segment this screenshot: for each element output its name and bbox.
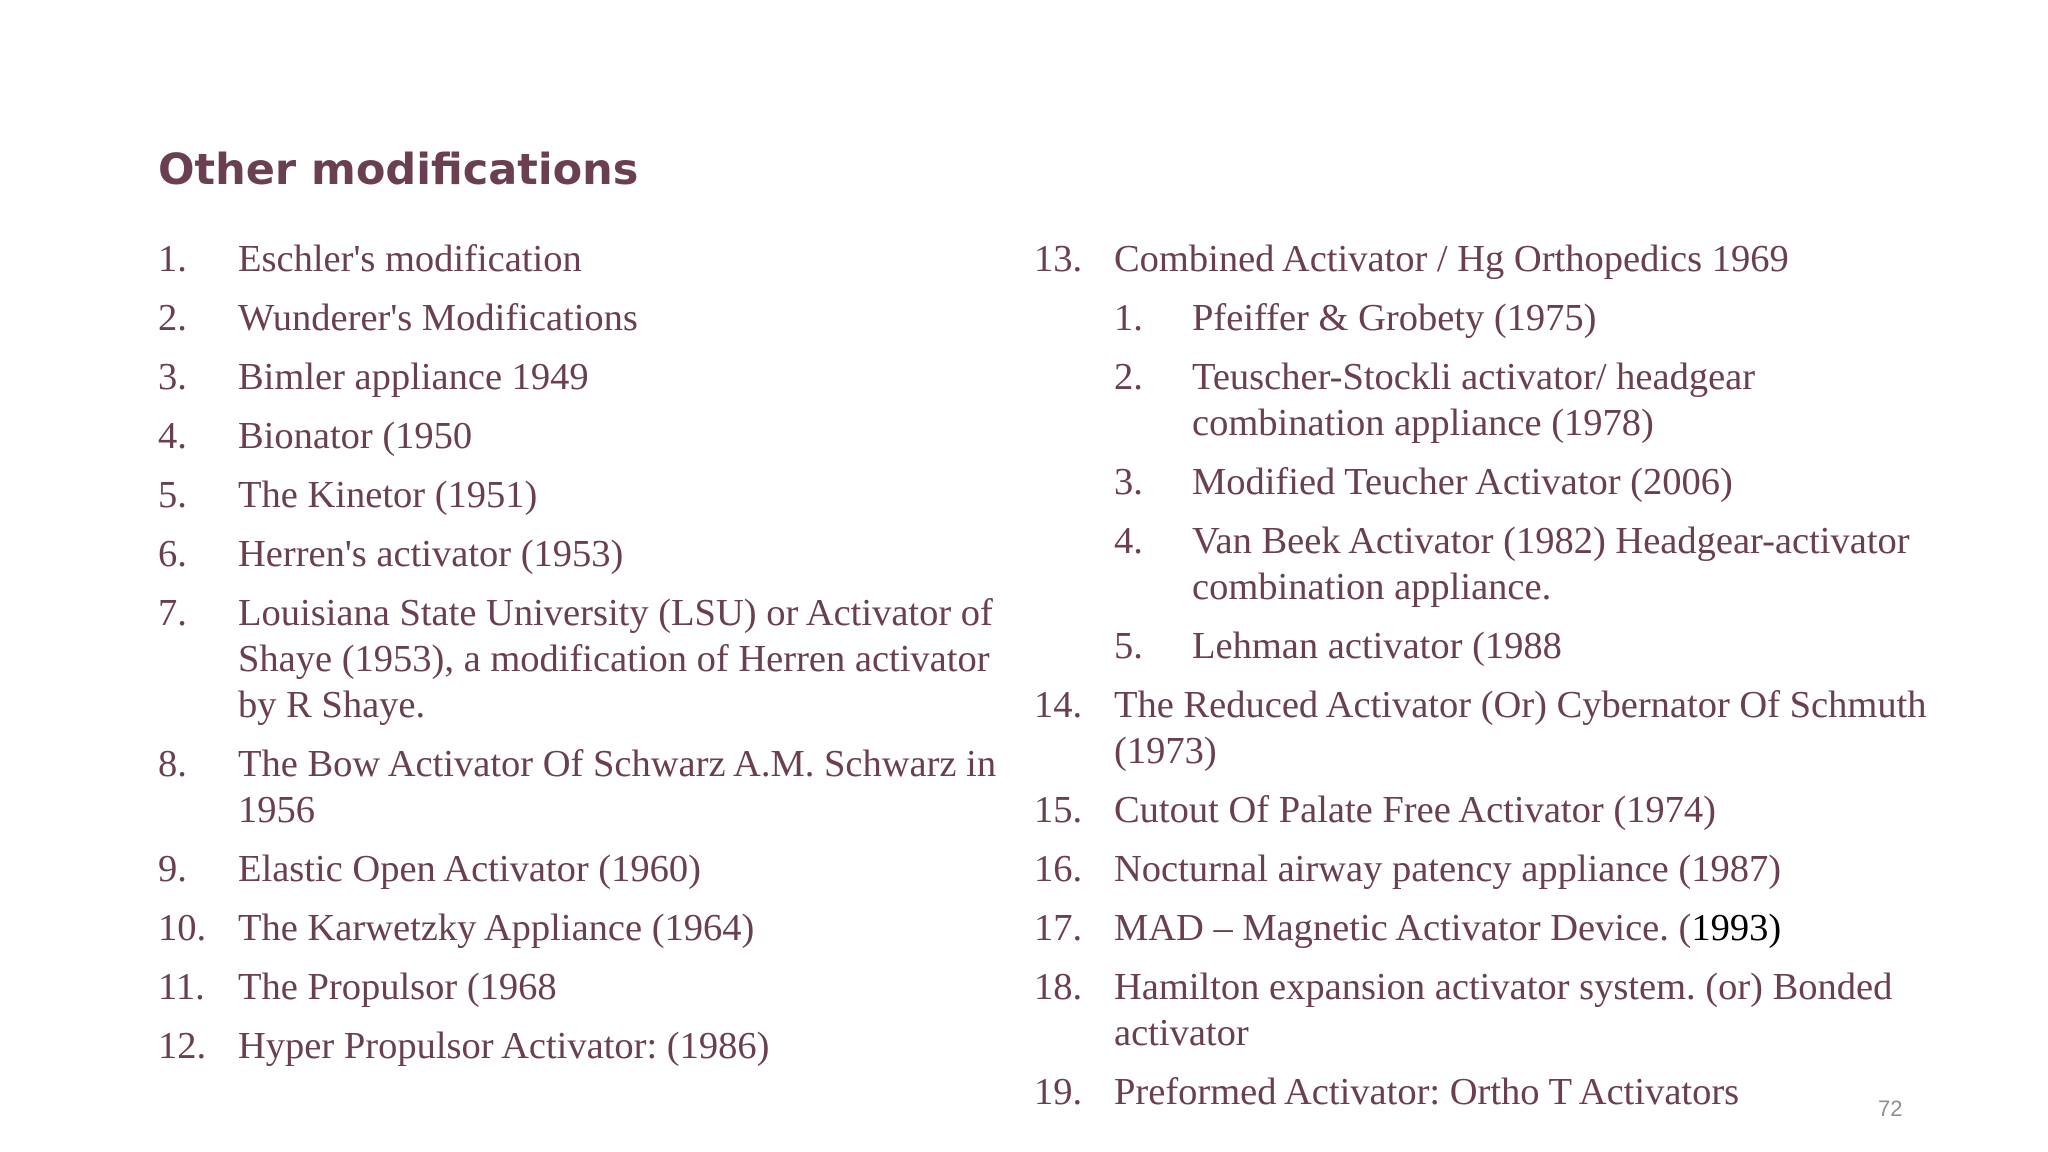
page-number: 72	[1878, 1096, 1903, 1121]
sub-item-text: Pfeiffer & Grobety (1975)	[1192, 297, 1597, 339]
item-text: The Kinetor (1951)	[238, 474, 538, 516]
item-number: 7.	[158, 592, 187, 634]
modifications-list-right	[1034, 236, 1934, 1128]
sub-item-number: 4.	[1114, 520, 1143, 562]
sub-item-number: 2.	[1114, 356, 1143, 398]
list-item	[1034, 964, 1934, 1056]
item-number: 13.	[1034, 238, 1083, 280]
item-text: Combined Activator / Hg Orthopedics 1969	[1114, 238, 1789, 280]
list-item	[158, 964, 1018, 1010]
item-text: Elastic Open Activator (1960)	[238, 848, 701, 890]
item-text: Louisiana State University (LSU) or Activator of Shaye (1953), a modification of Herren activator by R Shaye.	[238, 592, 993, 726]
item-text: Hamilton expansion activator system. (or) Bonded activator	[1114, 966, 1893, 1054]
modifications-list-left	[158, 236, 1018, 1082]
item-number: 18.	[1034, 966, 1083, 1008]
list-item	[158, 295, 1018, 341]
item-text: Nocturnal airway patency appliance (1987)	[1114, 848, 1782, 890]
list-item	[158, 590, 1018, 728]
item-text: The Karwetzky Appliance (1964)	[238, 907, 755, 949]
list-item	[1034, 787, 1934, 833]
list-item	[158, 354, 1018, 400]
item-number: 1.	[158, 238, 187, 280]
sub-item-number: 5.	[1114, 625, 1143, 667]
sub-list	[1114, 295, 1934, 669]
sub-list-item	[1114, 354, 1934, 446]
list-item	[158, 846, 1018, 892]
list-item	[1034, 905, 1934, 951]
sub-list-item	[1114, 459, 1934, 505]
item-text: The Reduced Activator (Or) Cybernator Of Schmuth (1973)	[1114, 684, 1927, 772]
item-text: Hyper Propulsor Activator: (1986)	[238, 1025, 770, 1067]
sub-list-item	[1114, 623, 1934, 669]
list-item	[158, 413, 1018, 459]
sub-item-number: 1.	[1114, 297, 1143, 339]
sub-item-text: Modified Teucher Activator (2006)	[1192, 461, 1733, 503]
list-item	[1034, 1069, 1934, 1115]
item-text: The Bow Activator Of Schwarz A.M. Schwarz in 1956	[238, 743, 997, 831]
item-text: Herren's activator (1953)	[238, 533, 624, 575]
item-text: Wunderer's Modifications	[238, 297, 638, 339]
list-item	[158, 236, 1018, 282]
item-number: 8.	[158, 743, 187, 785]
item-number: 5.	[158, 474, 187, 516]
list-item	[1034, 682, 1934, 774]
item-year-highlight: 1993	[1691, 907, 1769, 949]
item-number: 11.	[158, 966, 205, 1008]
sub-item-text: Van Beek Activator (1982) Headgear-activator combination appliance.	[1192, 520, 1910, 608]
item-text: Preformed Activator: Ortho T Activators	[1114, 1071, 1740, 1113]
item-text: MAD – Magnetic Activator Device. (	[1114, 907, 1692, 949]
list-item	[158, 905, 1018, 951]
sub-list-item	[1114, 518, 1934, 610]
item-number: 12.	[158, 1025, 207, 1067]
sub-item-number: 3.	[1114, 461, 1143, 503]
item-text-end: )	[1768, 907, 1782, 949]
item-number: 10.	[158, 907, 207, 949]
list-item	[158, 472, 1018, 518]
item-number: 14.	[1034, 684, 1083, 726]
item-number: 2.	[158, 297, 187, 339]
item-number: 3.	[158, 356, 187, 398]
list-item	[1034, 236, 1934, 669]
list-item	[158, 741, 1018, 833]
sub-item-text: Lehman activator (1988	[1192, 625, 1562, 667]
list-item	[158, 1023, 1018, 1069]
sub-item-text: Teuscher-Stockli activator/ headgear combination appliance (1978)	[1192, 356, 1756, 444]
item-text: Cutout Of Palate Free Activator (1974)	[1114, 789, 1716, 831]
list-item	[1034, 846, 1934, 892]
item-text: Eschler's modification	[238, 238, 582, 280]
item-text: The Propulsor (1968	[238, 966, 557, 1008]
item-number: 17.	[1034, 907, 1083, 949]
item-number: 9.	[158, 848, 187, 890]
item-number: 19.	[1034, 1071, 1083, 1113]
item-text: Bimler appliance 1949	[238, 356, 589, 398]
item-number: 6.	[158, 533, 187, 575]
item-number: 15.	[1034, 789, 1083, 831]
item-number: 16.	[1034, 848, 1083, 890]
list-item	[158, 531, 1018, 577]
item-text: Bionator (1950	[238, 415, 473, 457]
slide-title: Other modifications	[158, 145, 639, 195]
sub-list-item	[1114, 295, 1934, 341]
item-number: 4.	[158, 415, 187, 457]
